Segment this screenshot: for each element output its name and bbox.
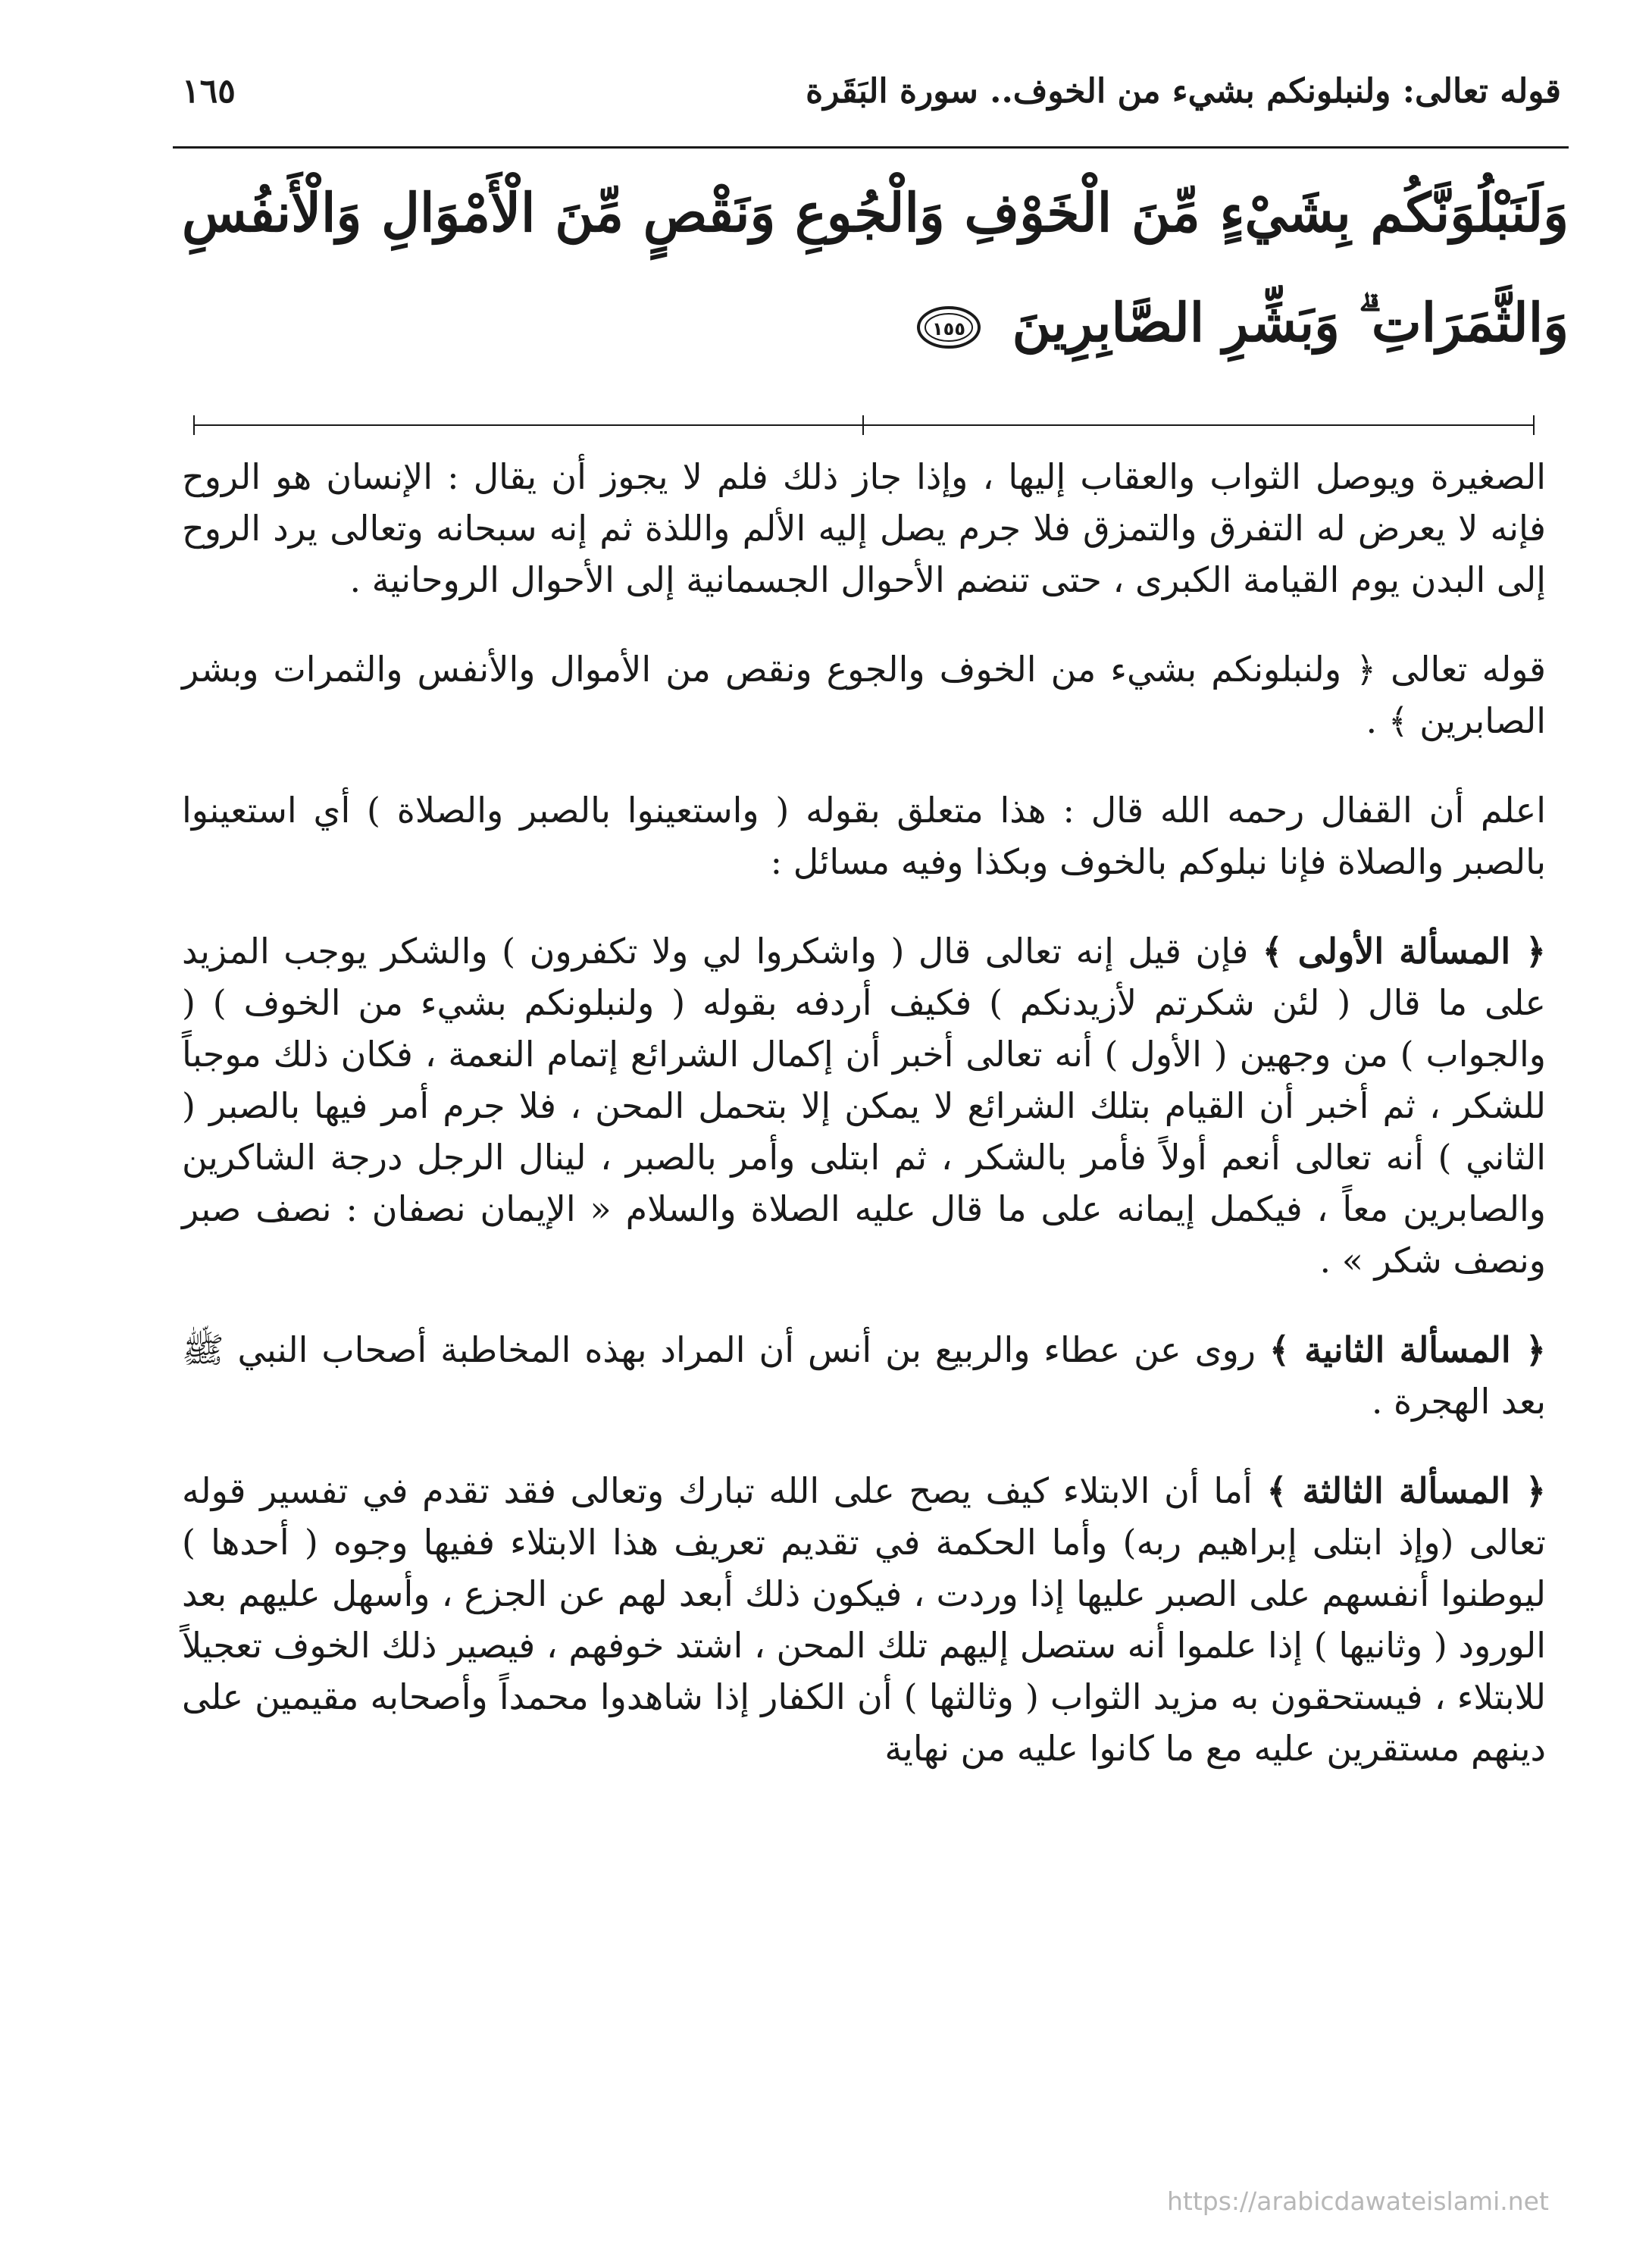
issue-three-text: أما أن الابتلاء كيف يصح على الله تبارك وتعالى فقد تقدم في تفسير قوله تعالى (وإذ ابتلى إبراهيم ربه) وأما الحكمة في تقديم تعريف هذا الابتلاء ففيها وجوه ( أحدها ) ليوطنوا أنفسهم على الصبر عليها إذا وردت ، فيكون ذلك أبعد لهم عن الجزع ، وأسهل عليهم بعد الورود ( وثانيها ) إذا علموا أنه ستصل إليهم تلك المحن ، اشتد خوفهم ، فيصير ذلك الخوف تعجيلاً للابتلاء ، فيستحقون به مزيد الثواب ( وثالثها ) أن الكفار إذا شاهدوا محمداً وأصحابه مقيمين على دينهم مستقرين عليه مع ما كانوا عليه من نهاية xyxy=(182,1470,1546,1769)
issue-one-text: فإن قيل إنه تعالى قال ( واشكروا لي ولا تكفرون ) والشكر يوجب المزيد على ما قال ( لئن شكرتم لأزيدنكم ) فكيف أردفه بقوله ( ولنبلونكم بشيء من الخوف ) ( والجواب ) من وجهين ( الأول ) أنه تعالى أخبر أن إكمال الشرائع إتمام النعمة ، فكان ذلك موجباً للشكر ، ثم أخبر أن القيام بتلك الشرائع لا يمكن إلا بتحمل المحن ، فلا جرم أمر فيها بالصبر ( الثاني ) أنه تعالى أنعم أولاً فأمر بالشكر ، ثم ابتلى وأمر بالصبر ، لينال الرجل درجة الشاكرين والصابرين معاً ، فيكمل إيمانه على ما قال عليه الصلاة والسلام « الإيمان نصفان : نصف صبر ونصف شكر » . xyxy=(182,931,1546,1281)
issue-three-heading: ﴿ المسألة الثالثة ﴾ xyxy=(1266,1470,1546,1511)
issue-one-heading: ﴿ المسألة الأولى ﴾ xyxy=(1262,931,1547,972)
section-divider xyxy=(193,424,1535,426)
paragraph-2: قوله تعالى ﴿ ولنبلونكم بشيء من الخوف والجوع ونقص من الأموال والأنفس والثمرات وبشر الصابرين ﴾ . xyxy=(182,649,1546,741)
divider-tick-right xyxy=(1533,415,1535,435)
ayah-end-marker-icon xyxy=(916,305,981,350)
running-header xyxy=(182,72,1561,133)
issue-two-text: روى عن عطاء والربيع بن أنس أن المراد بهذه المخاطبة أصحاب النبي ﷺ بعد الهجرة . xyxy=(182,1329,1546,1422)
commentary-body xyxy=(182,451,1546,1812)
quran-verse-line-2 xyxy=(129,273,1569,373)
paragraph-5 xyxy=(182,1324,1546,1427)
quran-verse-text: وَالثَّمَرَاتِ ۗ وَبَشِّرِ الصَّابِرِينَ xyxy=(1012,291,1569,354)
paragraph-4 xyxy=(182,925,1546,1286)
paragraph-3: اعلم أن القفال رحمه الله قال : هذا متعلق بقوله ( واستعينوا بالصبر والصلاة ) أي استعينوا بالصبر والصلاة فإنا نبلوكم بالخوف وبكذا وفيه مسائل : xyxy=(182,790,1546,882)
quran-verse-line-1: وَلَنَبْلُوَنَّكُم بِشَيْءٍ مِّنَ الْخَوْفِ وَالْجُوعِ وَنَقْصٍ مِّنَ الْأَمْوَالِ وَالْأَنفُسِ xyxy=(182,181,1569,244)
source-url: https://arabicdawateislami.net xyxy=(1167,2186,1549,2216)
divider-tick-left xyxy=(193,415,195,435)
issue-two-heading: ﴿ المسألة الثانية ﴾ xyxy=(1269,1329,1546,1370)
ayah-number: ١٥٥ xyxy=(932,318,966,340)
paragraph-1: الصغيرة ويوصل الثواب والعقاب إليها ، وإذا جاز ذلك فلم لا يجوز أن يقال : الإنسان هو الروح فإنه لا يعرض له التفرق والتمزق فلا جرم يصل إليه الألم واللذة ثم إنه سبحانه وتعالى يرد الروح إلى البدن يوم القيامة الكبرى ، حتى تنضم الأحوال الجسمانية إلى الأحوال الروحانية . xyxy=(182,456,1546,600)
paragraph-6 xyxy=(182,1465,1546,1774)
header-rule xyxy=(173,146,1569,149)
divider-tick-center xyxy=(862,415,864,435)
header-title: قوله تعالى: ولنبلونكم بشيء من الخوف.. سورة البَقَرة xyxy=(806,72,1561,111)
page-number: ١٦٥ xyxy=(182,72,236,111)
